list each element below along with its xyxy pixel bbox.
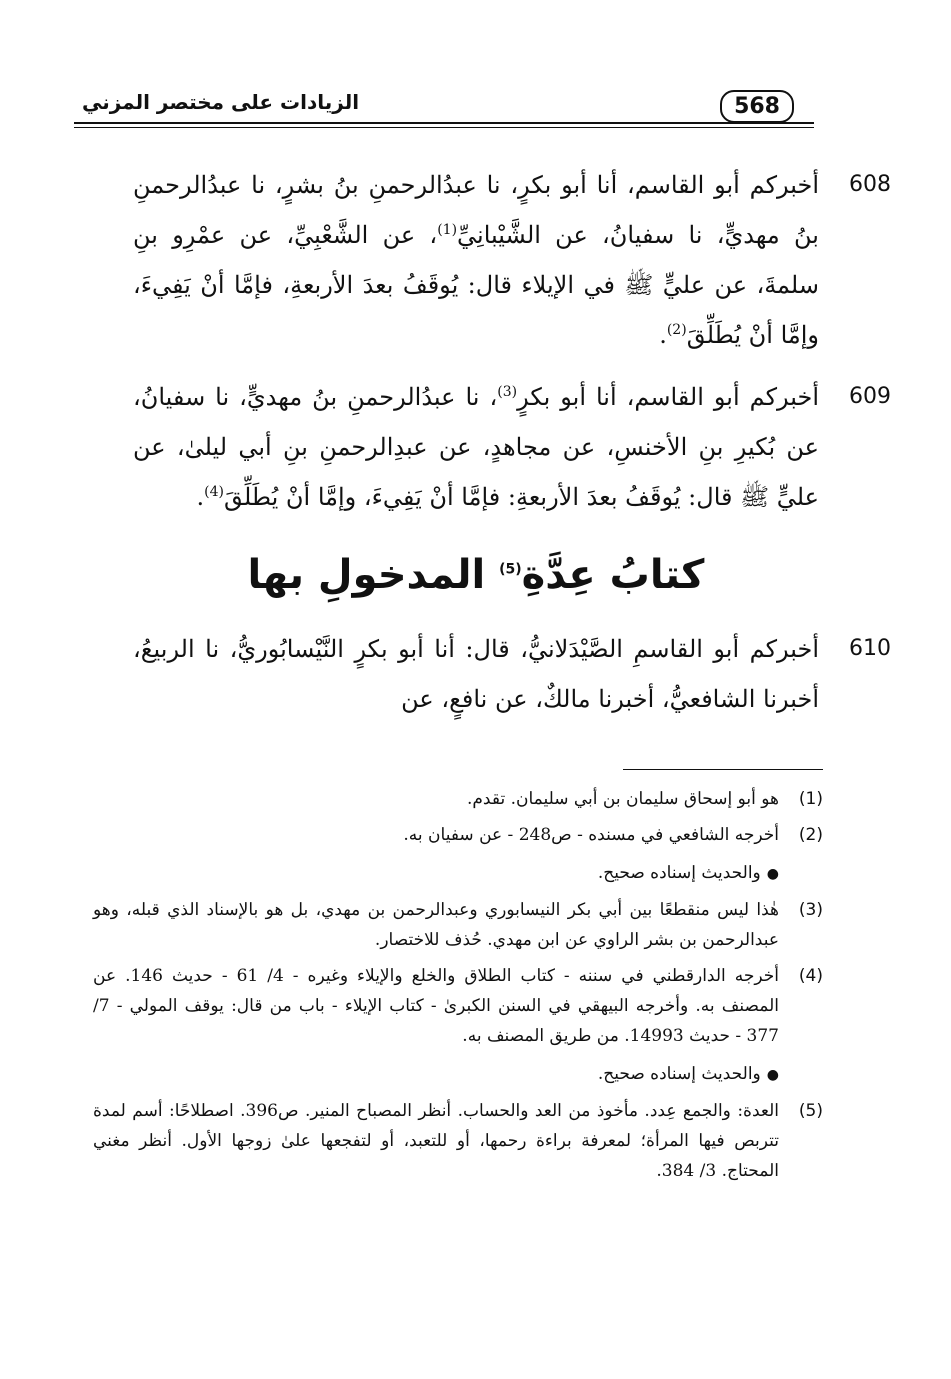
footnote-ref: (1) (437, 222, 458, 238)
footnote-5 (93, 1096, 823, 1186)
hadith-number: 610 (849, 636, 891, 661)
running-title: الزيادات على مختصر المزني (82, 90, 360, 114)
page-number: 568 (720, 90, 794, 123)
footnote-number: (3) (798, 900, 823, 920)
hadith-text-end: . (659, 321, 667, 349)
page-header (74, 88, 814, 128)
footnote-number: (1) (798, 789, 823, 809)
chapter-title-part: كتابُ عِدَّةِ (521, 552, 705, 598)
hadith-number: 608 (849, 172, 891, 197)
hadith-text-end: . (196, 483, 205, 511)
footnotes (93, 784, 823, 1192)
header-rule-thin (74, 127, 814, 128)
header-rule (74, 122, 814, 124)
chapter-title (133, 540, 819, 610)
footnote-number: (2) (798, 825, 823, 845)
footnote-note-text: والحديث إسناده صحيح. (597, 863, 761, 883)
bullet-icon: ● (766, 866, 779, 882)
footnote-separator (623, 769, 823, 770)
footnote-note-text: والحديث إسناده صحيح. (597, 1064, 761, 1084)
hadith-608 (133, 160, 891, 360)
footnote-1 (93, 784, 823, 814)
footnote-text: هٰذا ليس منقطعًا بين أبي بكر النيسابوري وعبدالرحمن بن مهدي، بل هو بالإسناد الذي قبله، وهو عبدالرحمن بن بشر الراوي عن ابن مهدي. حُذف للاختصار. (93, 900, 779, 950)
footnote-note (93, 858, 779, 889)
hadith-text-part: ، نا عبدُالرحمنِ بنُ مهديٍّ، نا سفيانُ، عن بُكيرِ بنِ الأخنسِ، عن مجاهدٍ، عن عبدِالرحمنِ بنِ أبي ليلىٰ، عن عليٍّ ﷺ قال: يُوقَفُ بعدَ الأربعةِ: فإمَّا أنْ يَفِيءَ، وإمَّا أنْ يُطَلِّقَ (133, 383, 819, 511)
hadith-text-part: أخبركم أبو القاسم، أنا أبو بكرٍ، نا عبدُالرحمنِ بنُ بشرٍ، نا عبدُالرحمنِ بنُ مهديٍّ، نا سفيانُ، عن الشَّيْبانِيِّ (133, 171, 819, 249)
footnote-4 (93, 961, 823, 1090)
chapter-title-part: المدخولِ بها (247, 552, 500, 598)
hadith-610 (133, 624, 891, 724)
hadith-text: أخبركم أبو القاسمِ الصَّيْدَلانيُّ، قال: أنا أبو بكرٍ النَّيْسابُوريُّ، نا الربيعُ، أخبرنا الشافعيُّ، أخبرنا مالكٌ، عن نافعٍ، عن (133, 635, 819, 713)
footnote-ref: (5) (499, 561, 522, 578)
hadith-text-part: ، عن الشَّعْبِيِّ، عن عمْرِو بنِ سلمةَ، عن عليٍّ ﷺ في الإيلاء قال: يُوقَفُ بعدَ الأربعةِ، فإمَّا أنْ يَفِيءَ، وإمَّا أنْ يُطَلِّقَ (133, 221, 819, 349)
footnote-text: هو أبو إسحاق سليمان بن أبي سليمان. تقدم. (467, 789, 779, 809)
footnote-number: (4) (798, 966, 823, 986)
footnote-ref: (4) (204, 484, 224, 500)
footnote-text: أخرجه الشافعي في مسنده - ص248 - عن سفيان به. (403, 825, 779, 845)
hadith-609 (133, 372, 891, 522)
hadith-text-part: أخبركم أبو القاسم، أنا أبو بكرٍ (517, 383, 820, 411)
main-text (133, 160, 891, 724)
hadith-number: 609 (849, 384, 891, 409)
footnote-number: (5) (798, 1101, 823, 1121)
footnote-text: العدة: والجمع عِدد. مأخوذ من العد والحساب. أنظر المصباح المنير. ص396. اصطلاحًا: أسم لمدة تتربص فيها المرأة؛ لمعرفة براءة رحمها، أو للتعبد، أو لتفجعها علىٰ زوجها الأول. أنظر مغني المحتاج. 3/ 384. (93, 1101, 779, 1181)
footnote-3 (93, 895, 823, 955)
footnote-note (93, 1059, 779, 1090)
bullet-icon: ● (766, 1067, 779, 1083)
footnote-text: أخرجه الدارقطني في سننه - كتاب الطلاق والخلع والإيلاء وغيره - 4/ 61 - حديث 146. عن المصنف به. وأخرجه البيهقي في السنن الكبرىٰ - كتاب الإيلاء - باب من قال: يوقف المولي - 7/ 377 - حديث 14993. من طريق المصنف به. (93, 966, 779, 1046)
footnote-ref: (3) (497, 384, 518, 400)
footnote-2 (93, 820, 823, 889)
footnote-ref: (2) (666, 322, 687, 338)
hadith-text (133, 160, 819, 360)
hadith-text (133, 372, 819, 522)
